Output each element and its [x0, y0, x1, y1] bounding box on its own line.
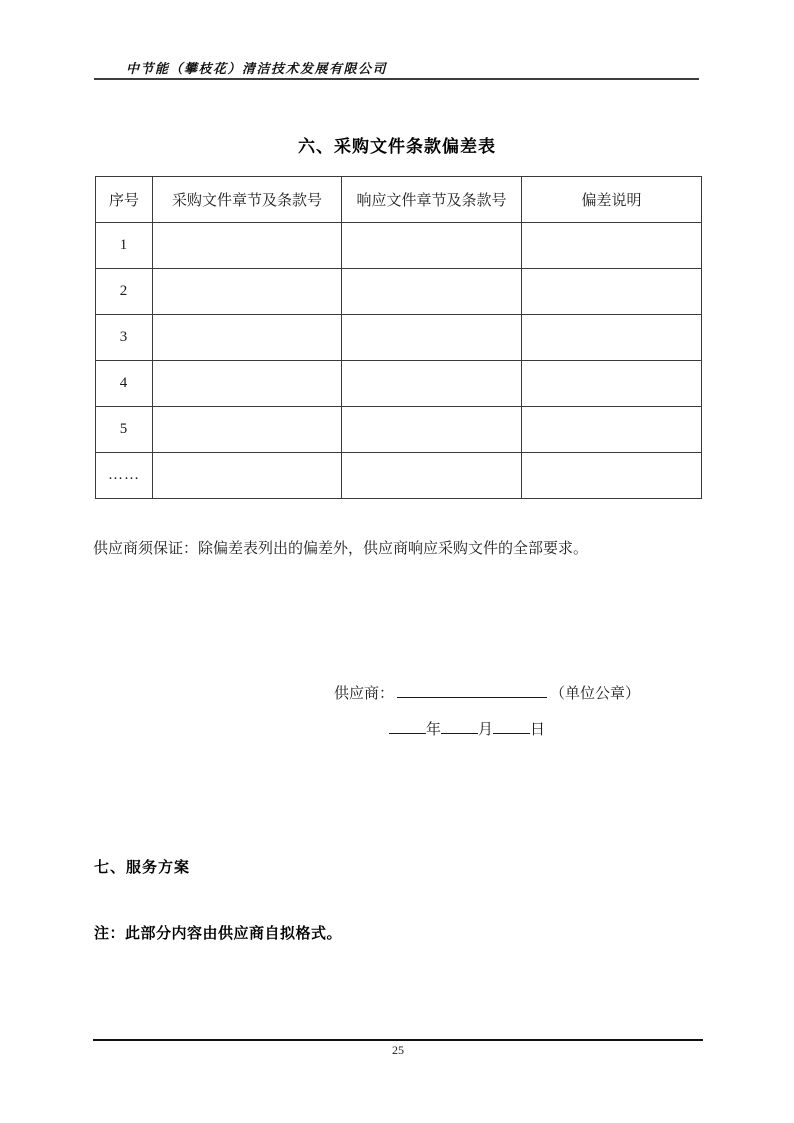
day-label: 日: [530, 722, 546, 738]
column-header-procurement-clause: 采购文件章节及条款号: [152, 177, 341, 223]
table-row: [96, 223, 702, 269]
format-note: 注：此部分内容由供应商自拟格式。: [94, 925, 343, 942]
section-seven-title: 七、服务方案: [94, 859, 191, 876]
page-title: 六、采购文件条款偏差表: [298, 137, 496, 156]
row-number-cell: 4: [96, 361, 153, 407]
header-company-name: 中节能（攀枝花）清洁技术发展有限公司: [126, 61, 388, 76]
year-label: 年: [426, 722, 442, 738]
row-number-cell: 5: [96, 407, 153, 453]
table-row: [96, 407, 702, 453]
table-row: [96, 269, 702, 315]
empty-cell: [152, 361, 341, 407]
row-ellipsis-cell: ……: [96, 453, 153, 499]
seal-label: （单位公章）: [550, 686, 641, 702]
month-blank: [441, 719, 478, 734]
row-number-cell: 2: [96, 269, 153, 315]
footer-rule: [93, 1039, 703, 1041]
empty-cell: [521, 407, 701, 453]
guarantee-statement: 供应商须保证：除偏差表列出的偏差外，供应商响应采购文件的全部要求。: [93, 541, 589, 557]
deviation-table: [95, 176, 702, 499]
month-label: 月: [478, 722, 494, 738]
supplier-signature-line: [334, 682, 640, 703]
page-number: 25: [392, 1043, 404, 1057]
column-header-deviation: 偏差说明: [521, 177, 701, 223]
empty-cell: [152, 453, 341, 499]
empty-cell: [342, 269, 522, 315]
empty-cell: [521, 269, 701, 315]
supplier-name-blank: [397, 683, 547, 698]
empty-cell: [342, 453, 522, 499]
column-header-response-clause: 响应文件章节及条款号: [342, 177, 522, 223]
row-number-cell: 3: [96, 315, 153, 361]
day-blank: [493, 719, 530, 734]
empty-cell: [152, 269, 341, 315]
empty-cell: [152, 223, 341, 269]
empty-cell: [342, 407, 522, 453]
empty-cell: [342, 361, 522, 407]
table-row: [96, 453, 702, 499]
date-signature-line: [389, 718, 545, 739]
empty-cell: [152, 315, 341, 361]
table-header-row: [96, 177, 702, 223]
empty-cell: [342, 223, 522, 269]
table-row: [96, 361, 702, 407]
table-row: [96, 315, 702, 361]
empty-cell: [521, 223, 701, 269]
empty-cell: [152, 407, 341, 453]
empty-cell: [521, 453, 701, 499]
empty-cell: [521, 315, 701, 361]
empty-cell: [521, 361, 701, 407]
empty-cell: [342, 315, 522, 361]
supplier-label: 供应商：: [334, 686, 395, 702]
row-number-cell: 1: [96, 223, 153, 269]
header-rule: [94, 78, 699, 80]
year-blank: [389, 719, 426, 734]
column-header-no: 序号: [96, 177, 153, 223]
